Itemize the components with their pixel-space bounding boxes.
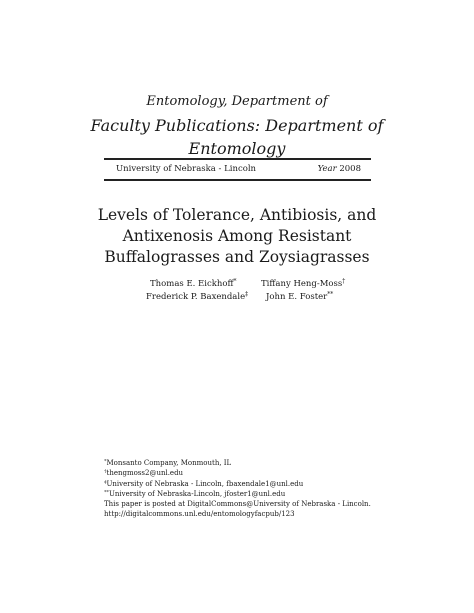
author-mark: ‡	[245, 291, 249, 298]
header-rule-bottom	[104, 179, 371, 181]
paper-title-line-2: Antixenosis Among Resistant	[122, 227, 352, 245]
author-foster	[266, 292, 333, 302]
author-name: Thomas E. Eickhoff	[150, 279, 234, 289]
series-title-line-2: Entomology	[188, 139, 286, 158]
footnote	[104, 479, 371, 489]
footnote	[104, 468, 371, 478]
institution-name: University of Nebraska - Lincoln	[116, 164, 257, 174]
author-mark: *	[233, 278, 237, 285]
paper-title-line-3: Buffalograsses and Zoysiagrasses	[104, 248, 370, 266]
author-mark: †	[342, 278, 346, 285]
header-rule-top	[104, 158, 371, 160]
footnote-mark: **	[104, 489, 109, 496]
author-name: John E. Foster	[266, 292, 328, 302]
footnote-text: Monsanto Company, Monmouth, IL	[106, 459, 232, 467]
year-label: Year	[317, 164, 337, 174]
footnote-text: thengmoss2@unl.edu	[106, 469, 184, 478]
year-value: 2008	[339, 164, 361, 174]
author-name: Tiffany Heng-Moss	[261, 279, 343, 289]
series-title-line-1: Faculty Publications: Department of	[90, 116, 384, 135]
paper-title-line-1: Levels of Tolerance, Antibiosis, and	[97, 206, 377, 224]
publication-year	[318, 164, 361, 174]
author-baxendale	[146, 292, 248, 302]
footnote-mark: †	[104, 468, 107, 475]
footnote	[104, 489, 371, 499]
footnote-mark: *	[104, 458, 107, 465]
author-mark: **	[327, 291, 334, 298]
footnotes	[104, 458, 371, 520]
footnote-text: University of Nebraska - Lincoln, fbaxendale1@unl.edu	[106, 479, 304, 488]
author-name: Frederick P. Baxendale	[146, 292, 246, 302]
footnote-mark: ‡	[104, 479, 107, 486]
posting-statement: This paper is posted at DigitalCommons@University of Nebraska - Lincoln.	[104, 500, 371, 509]
footnote	[104, 458, 371, 468]
department-name: Entomology, Department of	[146, 94, 328, 109]
author-heng-moss	[261, 279, 345, 289]
footnote-text: University of Nebraska-Lincoln, jfoster1@unl.edu	[109, 489, 286, 498]
author-eickhoff	[150, 279, 237, 289]
repository-link[interactable]: http://digitalcommons.unl.edu/entomologyfacpub/123	[104, 510, 295, 519]
